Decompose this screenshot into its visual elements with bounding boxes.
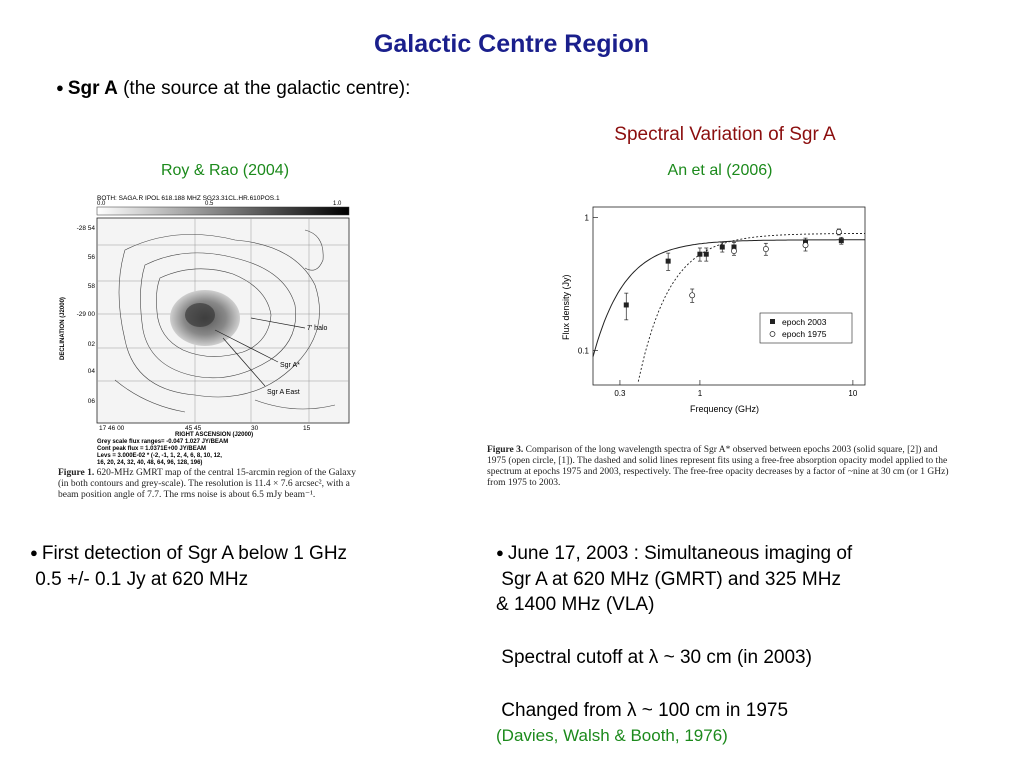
map-y-label: DECLINATION (J2000) (60, 297, 66, 360)
credit-left: Roy & Rao (2004) (160, 162, 290, 179)
plot-caption (487, 445, 957, 489)
map-y-tick-6: 06 (87, 398, 95, 405)
right-line-3: & 1400 MHz (VLA) (496, 594, 655, 615)
intro-bold: Sgr A (67, 78, 118, 99)
map-x-tick-1: 45 45 (185, 425, 202, 432)
sgr-a-core (185, 303, 215, 327)
map-y-tick-5: 04 (87, 368, 95, 375)
data-point-1975 (690, 293, 695, 298)
data-point-2003 (624, 302, 629, 307)
greyscale-bar (97, 207, 349, 215)
data-point-1975 (803, 243, 808, 248)
map-caption-text: 620-MHz GMRT map of the central 15-arcmin region of the Galaxy (in both contours and grey-scale). The resolution is 11.4 × 7.6 arcsec², with a beam position angle of 7.7. The rms noise is about 6.5 mJy beam⁻¹. (58, 468, 356, 500)
right-line-5: Changed from λ ~ 100 cm in 1975 (496, 700, 789, 721)
reference-citation: (Davies, Walsh & Booth, 1976) (496, 726, 728, 745)
data-point-2003 (720, 245, 725, 250)
plot-caption-label: Figure 3. (487, 445, 524, 455)
data-point-1975 (731, 248, 736, 253)
data-point-2003 (697, 252, 702, 257)
credit-right: An et al (2006) (667, 162, 773, 179)
scale-tick-1: 0.5 (205, 201, 214, 207)
map-caption (58, 468, 358, 501)
map-footer-2: Levs = 3.000E-02 * (-2, -1, 1, 2, 4, 6, 8, 10, 12, (97, 453, 222, 459)
map-y-tick-2: 58 (87, 283, 95, 290)
bullet-dot-icon: ● (56, 80, 64, 95)
y-tick-label: 1 (584, 213, 589, 223)
map-x-label: RIGHT ASCENSION (J2000) (175, 432, 254, 438)
left-line-1: First detection of Sgr A below 1 GHz (41, 543, 348, 564)
legend-marker-1975 (770, 332, 775, 337)
legend-marker-2003 (770, 319, 775, 324)
plot-x-label: Frequency (GHz) (690, 404, 760, 414)
map-y-tick-0: -28 54 (76, 225, 95, 232)
data-point-1975 (836, 229, 841, 234)
scale-tick-0: 0.0 (97, 201, 106, 207)
map-y-tick-4: 02 (87, 341, 95, 348)
map-x-tick-2: 30 (251, 425, 259, 432)
map-x-tick-0: 17 46 00 (99, 425, 125, 432)
bullet-dot-icon: ● (496, 545, 504, 560)
right-line-4: Spectral cutoff at λ ~ 30 cm (in 2003) (496, 647, 812, 668)
legend-label-1975: epoch 1975 (782, 329, 827, 339)
x-tick-label: 1 (697, 389, 703, 398)
legend-label-2003: epoch 2003 (782, 317, 827, 327)
annotation-sgra-star: Sgr A* (280, 362, 300, 369)
left-text-block (30, 541, 480, 592)
map-y-tick-3: -29 00 (76, 311, 95, 318)
right-text-block (496, 541, 996, 748)
annotation-sgra-east: Sgr A East (267, 389, 300, 396)
map-header: BOTH: SAGA.R IPOL 618.188 MHZ SG23.31CL.HR.610POS.1 (97, 195, 280, 202)
y-tick-label: 0.1 (577, 346, 589, 356)
spectral-title: Spectral Variation of Sgr A (614, 124, 836, 145)
x-tick-label: 0.3 (614, 389, 626, 398)
scale-tick-2: 1.0 (333, 201, 342, 207)
data-point-2003 (704, 252, 709, 257)
right-line-2: Sgr A at 620 MHz (GMRT) and 325 MHz (496, 569, 841, 590)
data-point-2003 (839, 238, 844, 243)
map-y-tick-1: 56 (87, 254, 95, 261)
map-footer-3: 16, 20, 24, 32, 40, 48, 64, 96, 128, 196) (97, 460, 203, 466)
right-line-1: June 17, 2003 : Simultaneous imaging of (507, 543, 853, 564)
plot-y-label: Flux density (Jy) (561, 274, 571, 340)
map-x-tick-3: 15 (303, 425, 311, 432)
plot-caption-text: Comparison of the long wavelength spectra of Sgr A* observed between epochs 2003 (solid square, [2]) and 1975 (open circle, [1]). The dashed and solid lines represent fits using a free-free absorption opacity model applied to the spectrum at epochs 1975 and 2003, respectively. The free-free opacity decreases by a factor of ~nine at 30 cm (or 1 GHz) from 1975 to 2003. (487, 445, 949, 488)
fit-dashed-1975 (638, 234, 865, 382)
slide-title: Galactic Centre Region (373, 30, 650, 58)
spectrum-chart (545, 195, 875, 420)
intro-bullet (56, 78, 410, 100)
x-tick-label: 10 (848, 389, 858, 398)
map-footer-0: Grey scale flux ranges= -0.047 1.027 JY/BEAM (97, 439, 229, 445)
data-point-2003 (666, 259, 671, 264)
left-line-2: 0.5 +/- 0.1 Jy at 620 MHz (30, 569, 249, 590)
data-point-1975 (763, 246, 768, 251)
map-footer-1: Cont peak flux = 1.0371E+00 JY/BEAM (97, 446, 207, 452)
map-caption-label: Figure 1. (58, 468, 95, 478)
bullet-dot-icon: ● (30, 545, 38, 560)
intro-rest: (the source at the galactic centre): (117, 78, 411, 99)
radio-map-figure (55, 190, 360, 470)
annotation-halo: 7' halo (307, 325, 328, 332)
